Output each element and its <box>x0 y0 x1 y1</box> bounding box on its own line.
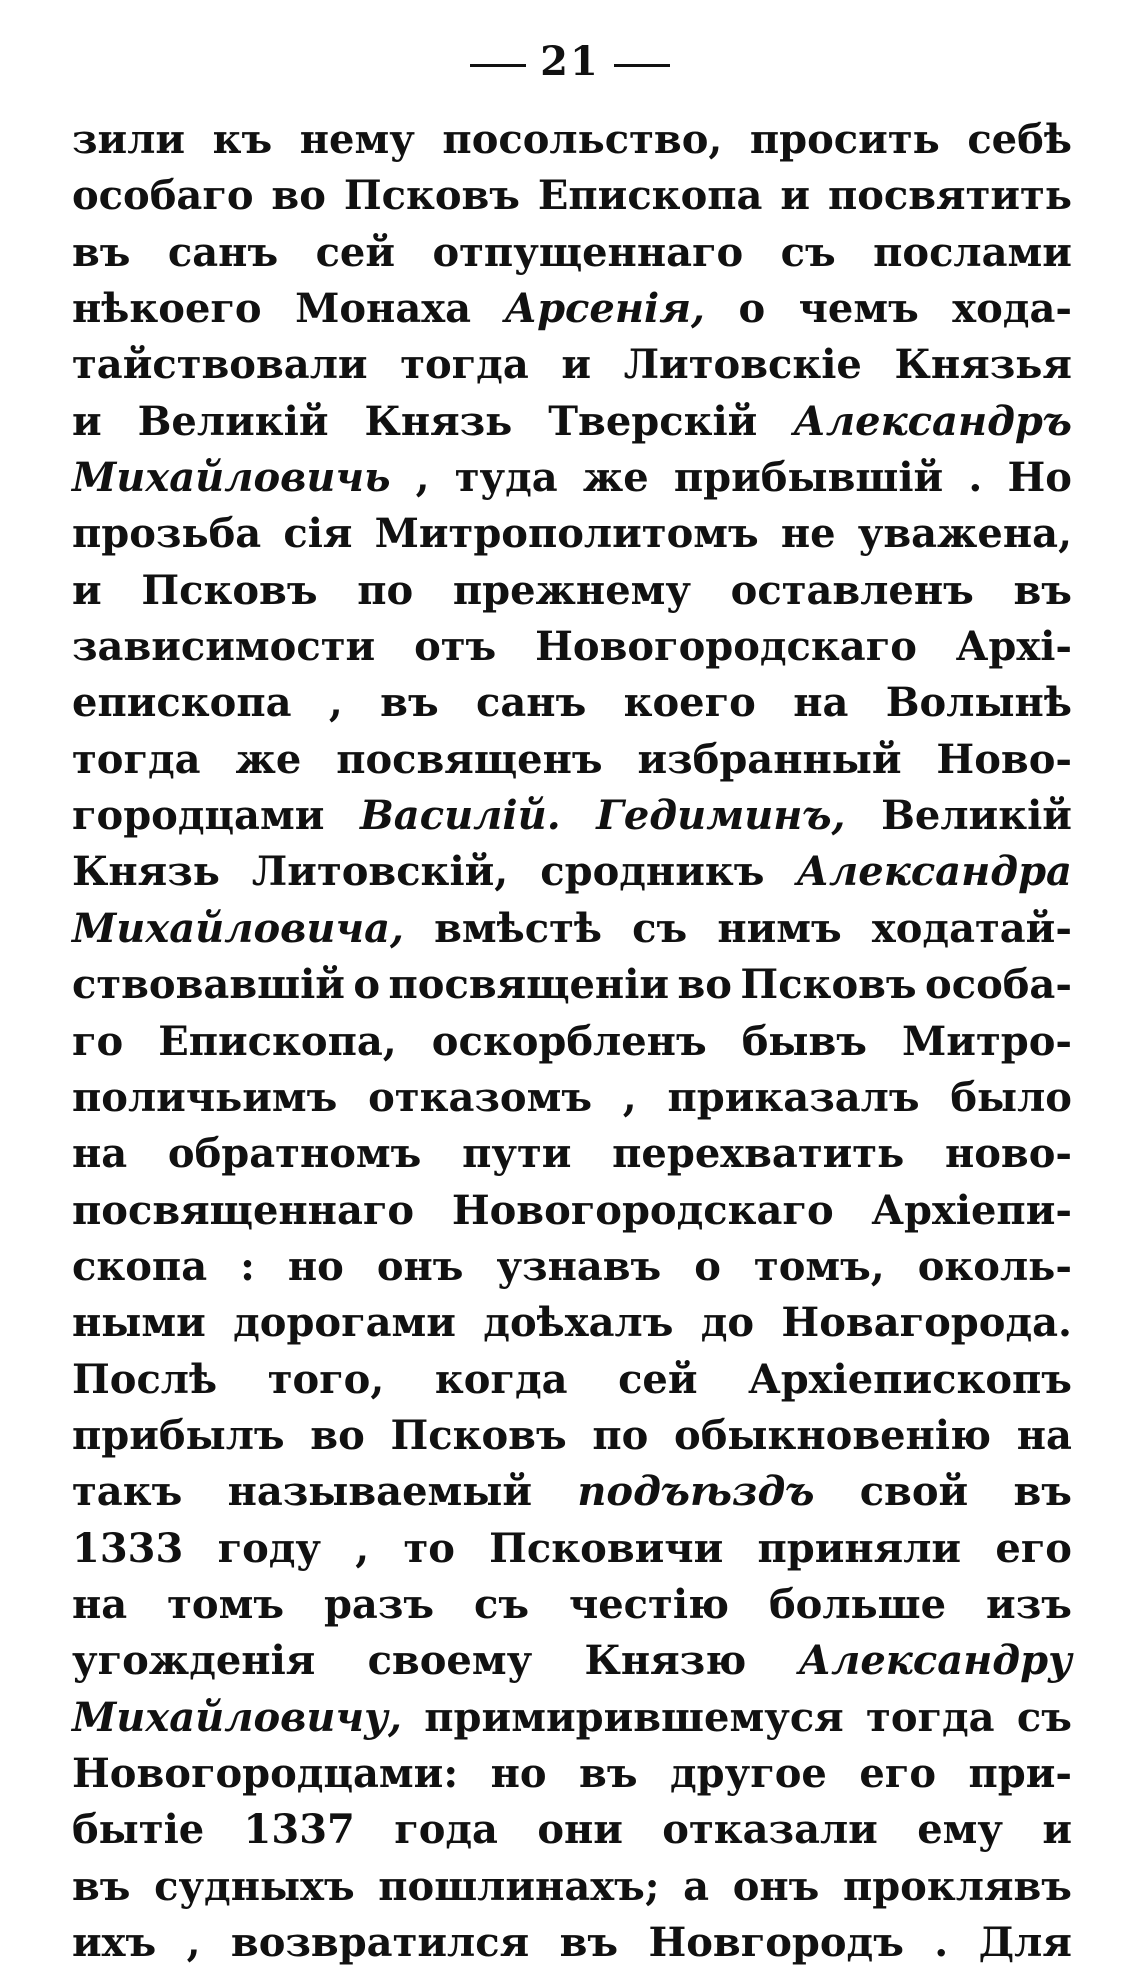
word: въ <box>72 1862 131 1910</box>
text-line <box>72 1802 1072 1858</box>
word: на <box>1016 1411 1072 1459</box>
word: Новогородскаго <box>535 623 917 671</box>
text-line <box>72 1859 1072 1915</box>
text-line <box>72 1915 1072 1971</box>
word: пути <box>462 1130 572 1178</box>
word: городцами <box>72 792 325 840</box>
word: о <box>694 1242 721 1290</box>
word: же <box>582 454 649 502</box>
word: Князь <box>72 848 220 896</box>
word: . <box>934 1919 949 1966</box>
text-line <box>72 619 1072 675</box>
word: скопа <box>72 1242 208 1290</box>
text-line <box>72 844 1072 900</box>
word: Епископа <box>537 172 763 220</box>
word: доѣхалъ <box>483 1299 674 1347</box>
text-line <box>72 1408 1072 1464</box>
text-line <box>72 1464 1072 1520</box>
word: во <box>271 172 326 220</box>
word: разъ <box>323 1580 435 1628</box>
text-line <box>72 675 1072 731</box>
word: санъ <box>167 228 279 276</box>
word: о <box>353 961 381 1009</box>
text-line <box>72 450 1072 506</box>
text-line <box>72 506 1072 562</box>
word: томъ <box>167 1580 285 1628</box>
word: , <box>415 454 430 502</box>
word: епископа <box>72 679 292 727</box>
word: онъ <box>732 1862 820 1910</box>
word: Но <box>1007 454 1072 502</box>
word: : <box>240 1242 255 1290</box>
word: Новогородскаго <box>451 1186 834 1234</box>
word: и <box>780 172 811 220</box>
word: ными <box>72 1299 206 1347</box>
text-line <box>72 1014 1072 1070</box>
word: во <box>310 1411 365 1459</box>
word: по <box>592 1411 649 1459</box>
text-line <box>72 1352 1072 1408</box>
text-line <box>72 1295 1072 1351</box>
word: но <box>490 1749 547 1797</box>
word: и <box>72 397 102 445</box>
word: ходатай- <box>871 904 1072 952</box>
word: тогда <box>72 735 201 783</box>
word: особаго <box>72 172 254 220</box>
text-line <box>72 1070 1072 1126</box>
word: оставленъ <box>730 566 974 614</box>
word: Псковъ <box>141 566 318 614</box>
word: отъ <box>414 623 497 671</box>
word: при- <box>968 1749 1072 1797</box>
word: Волынѣ <box>885 679 1072 727</box>
word: на <box>72 1130 128 1178</box>
word: и <box>561 341 592 389</box>
word: проклявъ <box>842 1862 1072 1910</box>
text-line <box>72 788 1072 844</box>
text-line <box>72 168 1072 224</box>
word: Архіепи- <box>871 1186 1072 1234</box>
word: Послѣ <box>72 1355 218 1403</box>
word: ихъ <box>72 1919 157 1966</box>
word: посвятить <box>827 172 1072 220</box>
word: свой <box>859 1468 969 1516</box>
word: изъ <box>986 1580 1072 1628</box>
word: томъ, <box>753 1242 885 1290</box>
word: Епископа, <box>158 1017 397 1065</box>
word: прибылъ <box>72 1411 285 1459</box>
word: посвященіи <box>388 961 670 1009</box>
word: Новагорода. <box>781 1299 1072 1347</box>
text-line <box>72 394 1072 450</box>
word: ствовавшій <box>72 961 345 1009</box>
word: съ <box>473 1580 530 1628</box>
word: Монаха <box>295 285 472 333</box>
italic-word: Александра <box>796 848 1072 896</box>
word: до <box>700 1299 755 1347</box>
word: коего <box>623 679 756 727</box>
body-text <box>72 112 1072 1971</box>
word: прибывшій <box>673 454 944 502</box>
word: прозьба <box>72 510 262 558</box>
word: узнавъ <box>496 1242 662 1290</box>
word: въ <box>72 228 131 276</box>
word: ново- <box>944 1130 1072 1178</box>
word: Псковъ <box>390 1411 567 1459</box>
word: угожденія <box>72 1637 316 1685</box>
word: съ <box>632 904 688 952</box>
word: бытіе <box>72 1806 205 1854</box>
word: Псковъ <box>740 961 917 1009</box>
word: отказомъ <box>368 1073 593 1121</box>
word: своему <box>367 1637 533 1685</box>
word: себѣ <box>967 116 1072 163</box>
word: особа- <box>925 961 1072 1009</box>
word: Князь <box>364 397 513 445</box>
word: сродникъ <box>540 848 765 896</box>
word: во <box>677 961 732 1009</box>
italic-word: Александру <box>798 1637 1072 1685</box>
italic-word: Гедиминъ, <box>596 792 846 840</box>
word: другое <box>670 1749 827 1797</box>
text-line <box>72 1183 1072 1239</box>
word: дорогами <box>233 1299 456 1347</box>
word: Великій <box>881 792 1072 840</box>
header-dash-right <box>614 64 670 67</box>
word: Псковъ <box>343 172 520 220</box>
text-line <box>72 1521 1072 1577</box>
page-header <box>0 38 1140 85</box>
word: когда <box>434 1355 568 1403</box>
word: примирившемуся <box>424 1693 844 1741</box>
word: Новогородцами: <box>72 1749 459 1797</box>
word: и <box>1042 1806 1072 1854</box>
word: больше <box>768 1580 947 1628</box>
page-number: 21 <box>540 38 600 85</box>
word: Псковичи <box>489 1524 724 1572</box>
word: нѣкоего <box>72 285 262 333</box>
word: отказали <box>662 1806 878 1854</box>
word: не <box>780 510 836 558</box>
word: года <box>394 1806 498 1854</box>
header-dash-left <box>470 64 526 67</box>
word: приказалъ <box>667 1073 920 1121</box>
italic-word: Арсенія, <box>504 285 705 333</box>
word: съ <box>780 228 836 276</box>
word: , <box>186 1919 201 1966</box>
word: было <box>950 1073 1072 1121</box>
word: перехватить <box>612 1130 905 1178</box>
word: того, <box>267 1355 385 1403</box>
word: санъ <box>476 679 587 727</box>
text-line <box>72 337 1072 393</box>
text-line <box>72 1577 1072 1633</box>
word: вмѣстѣ <box>434 904 603 952</box>
word: 1333 <box>72 1524 184 1572</box>
text-line <box>72 1126 1072 1182</box>
word: въ <box>579 1749 638 1797</box>
word: о <box>738 285 766 333</box>
word: Великій <box>137 397 329 445</box>
word: судныхъ <box>154 1862 355 1910</box>
word: въ <box>380 679 439 727</box>
word: то <box>403 1524 455 1572</box>
text-line <box>72 957 1072 1013</box>
word: зависимости <box>72 623 376 671</box>
word: , <box>355 1524 370 1572</box>
word: посольство, <box>442 116 723 163</box>
word: 1337 <box>243 1806 355 1854</box>
word: съ <box>1016 1693 1072 1741</box>
italic-word: Василій. <box>359 792 561 840</box>
word: его <box>995 1524 1072 1572</box>
text-line <box>72 1690 1072 1746</box>
word: Литовскіе <box>623 341 862 389</box>
word: въ <box>1013 566 1072 614</box>
word: Для <box>978 1919 1072 1966</box>
text-line <box>72 281 1072 337</box>
word: Князю <box>584 1637 747 1685</box>
word: , <box>622 1073 637 1121</box>
word: Новгородъ <box>648 1919 904 1966</box>
word: уважена, <box>857 510 1072 558</box>
word: посвященъ <box>336 735 603 783</box>
word: на <box>72 1580 128 1628</box>
word: Митро- <box>902 1017 1072 1065</box>
text-line <box>72 1239 1072 1295</box>
word: ему <box>917 1806 1003 1854</box>
word: нимъ <box>717 904 842 952</box>
word: пошлинахъ; <box>378 1862 660 1910</box>
word: бывъ <box>741 1017 867 1065</box>
word: просить <box>749 116 940 163</box>
word: обратномъ <box>167 1130 422 1178</box>
word: тайствовали <box>72 341 368 389</box>
word: послами <box>873 228 1072 276</box>
word: честію <box>568 1580 730 1628</box>
word: посвященнаго <box>72 1186 415 1234</box>
italic-word: подъѣздъ <box>577 1468 815 1516</box>
word: зили <box>72 116 186 163</box>
word: по <box>357 566 414 614</box>
word: въ <box>559 1919 619 1966</box>
word: но <box>287 1242 344 1290</box>
word: Архіепископъ <box>748 1355 1072 1403</box>
word: на <box>793 679 849 727</box>
text-line <box>72 563 1072 619</box>
word: околь- <box>917 1242 1072 1290</box>
italic-word: Михайловича, <box>72 904 404 952</box>
word: сія <box>283 510 353 558</box>
word: приняли <box>757 1524 962 1572</box>
text-line <box>72 1746 1072 1802</box>
word: году <box>217 1524 322 1572</box>
word: Князья <box>894 341 1072 389</box>
word: , <box>328 679 343 727</box>
word: прежнему <box>452 566 691 614</box>
text-line <box>72 732 1072 788</box>
word: оскорбленъ <box>431 1017 707 1065</box>
word: . <box>968 454 983 502</box>
text-line <box>72 901 1072 957</box>
word: го <box>72 1017 124 1065</box>
word: Митрополитомъ <box>374 510 759 558</box>
text-line <box>72 112 1072 168</box>
word: Архі- <box>955 623 1072 671</box>
word: поличьимъ <box>72 1073 338 1121</box>
word: чемъ <box>798 285 919 333</box>
word: сей <box>618 1355 698 1403</box>
italic-word: Михайловичу, <box>72 1693 402 1741</box>
word: онъ <box>376 1242 464 1290</box>
word: въ <box>1013 1468 1072 1516</box>
word: и <box>72 566 102 614</box>
word: туда <box>454 454 558 502</box>
word: они <box>537 1806 623 1854</box>
text-line <box>72 1633 1072 1689</box>
word: же <box>235 735 302 783</box>
word: избранный <box>637 735 902 783</box>
word: возвратился <box>230 1919 530 1966</box>
word: такъ <box>72 1468 183 1516</box>
word: нему <box>299 116 415 163</box>
word: а <box>683 1862 710 1910</box>
word: тогда <box>866 1693 995 1741</box>
word: хода- <box>952 285 1072 333</box>
word: отпущеннаго <box>432 228 744 276</box>
word: Тверскій <box>548 397 758 445</box>
text-line <box>72 225 1072 281</box>
italic-word: Михайловичь <box>72 454 391 502</box>
word: называемый <box>227 1468 533 1516</box>
word: Ново- <box>936 735 1072 783</box>
italic-word: Александръ <box>793 397 1072 445</box>
word: къ <box>212 116 273 163</box>
word: обыкновенію <box>674 1411 992 1459</box>
word: сей <box>315 228 396 276</box>
word: его <box>859 1749 936 1797</box>
word: Литовскій, <box>251 848 509 896</box>
word: тогда <box>400 341 529 389</box>
